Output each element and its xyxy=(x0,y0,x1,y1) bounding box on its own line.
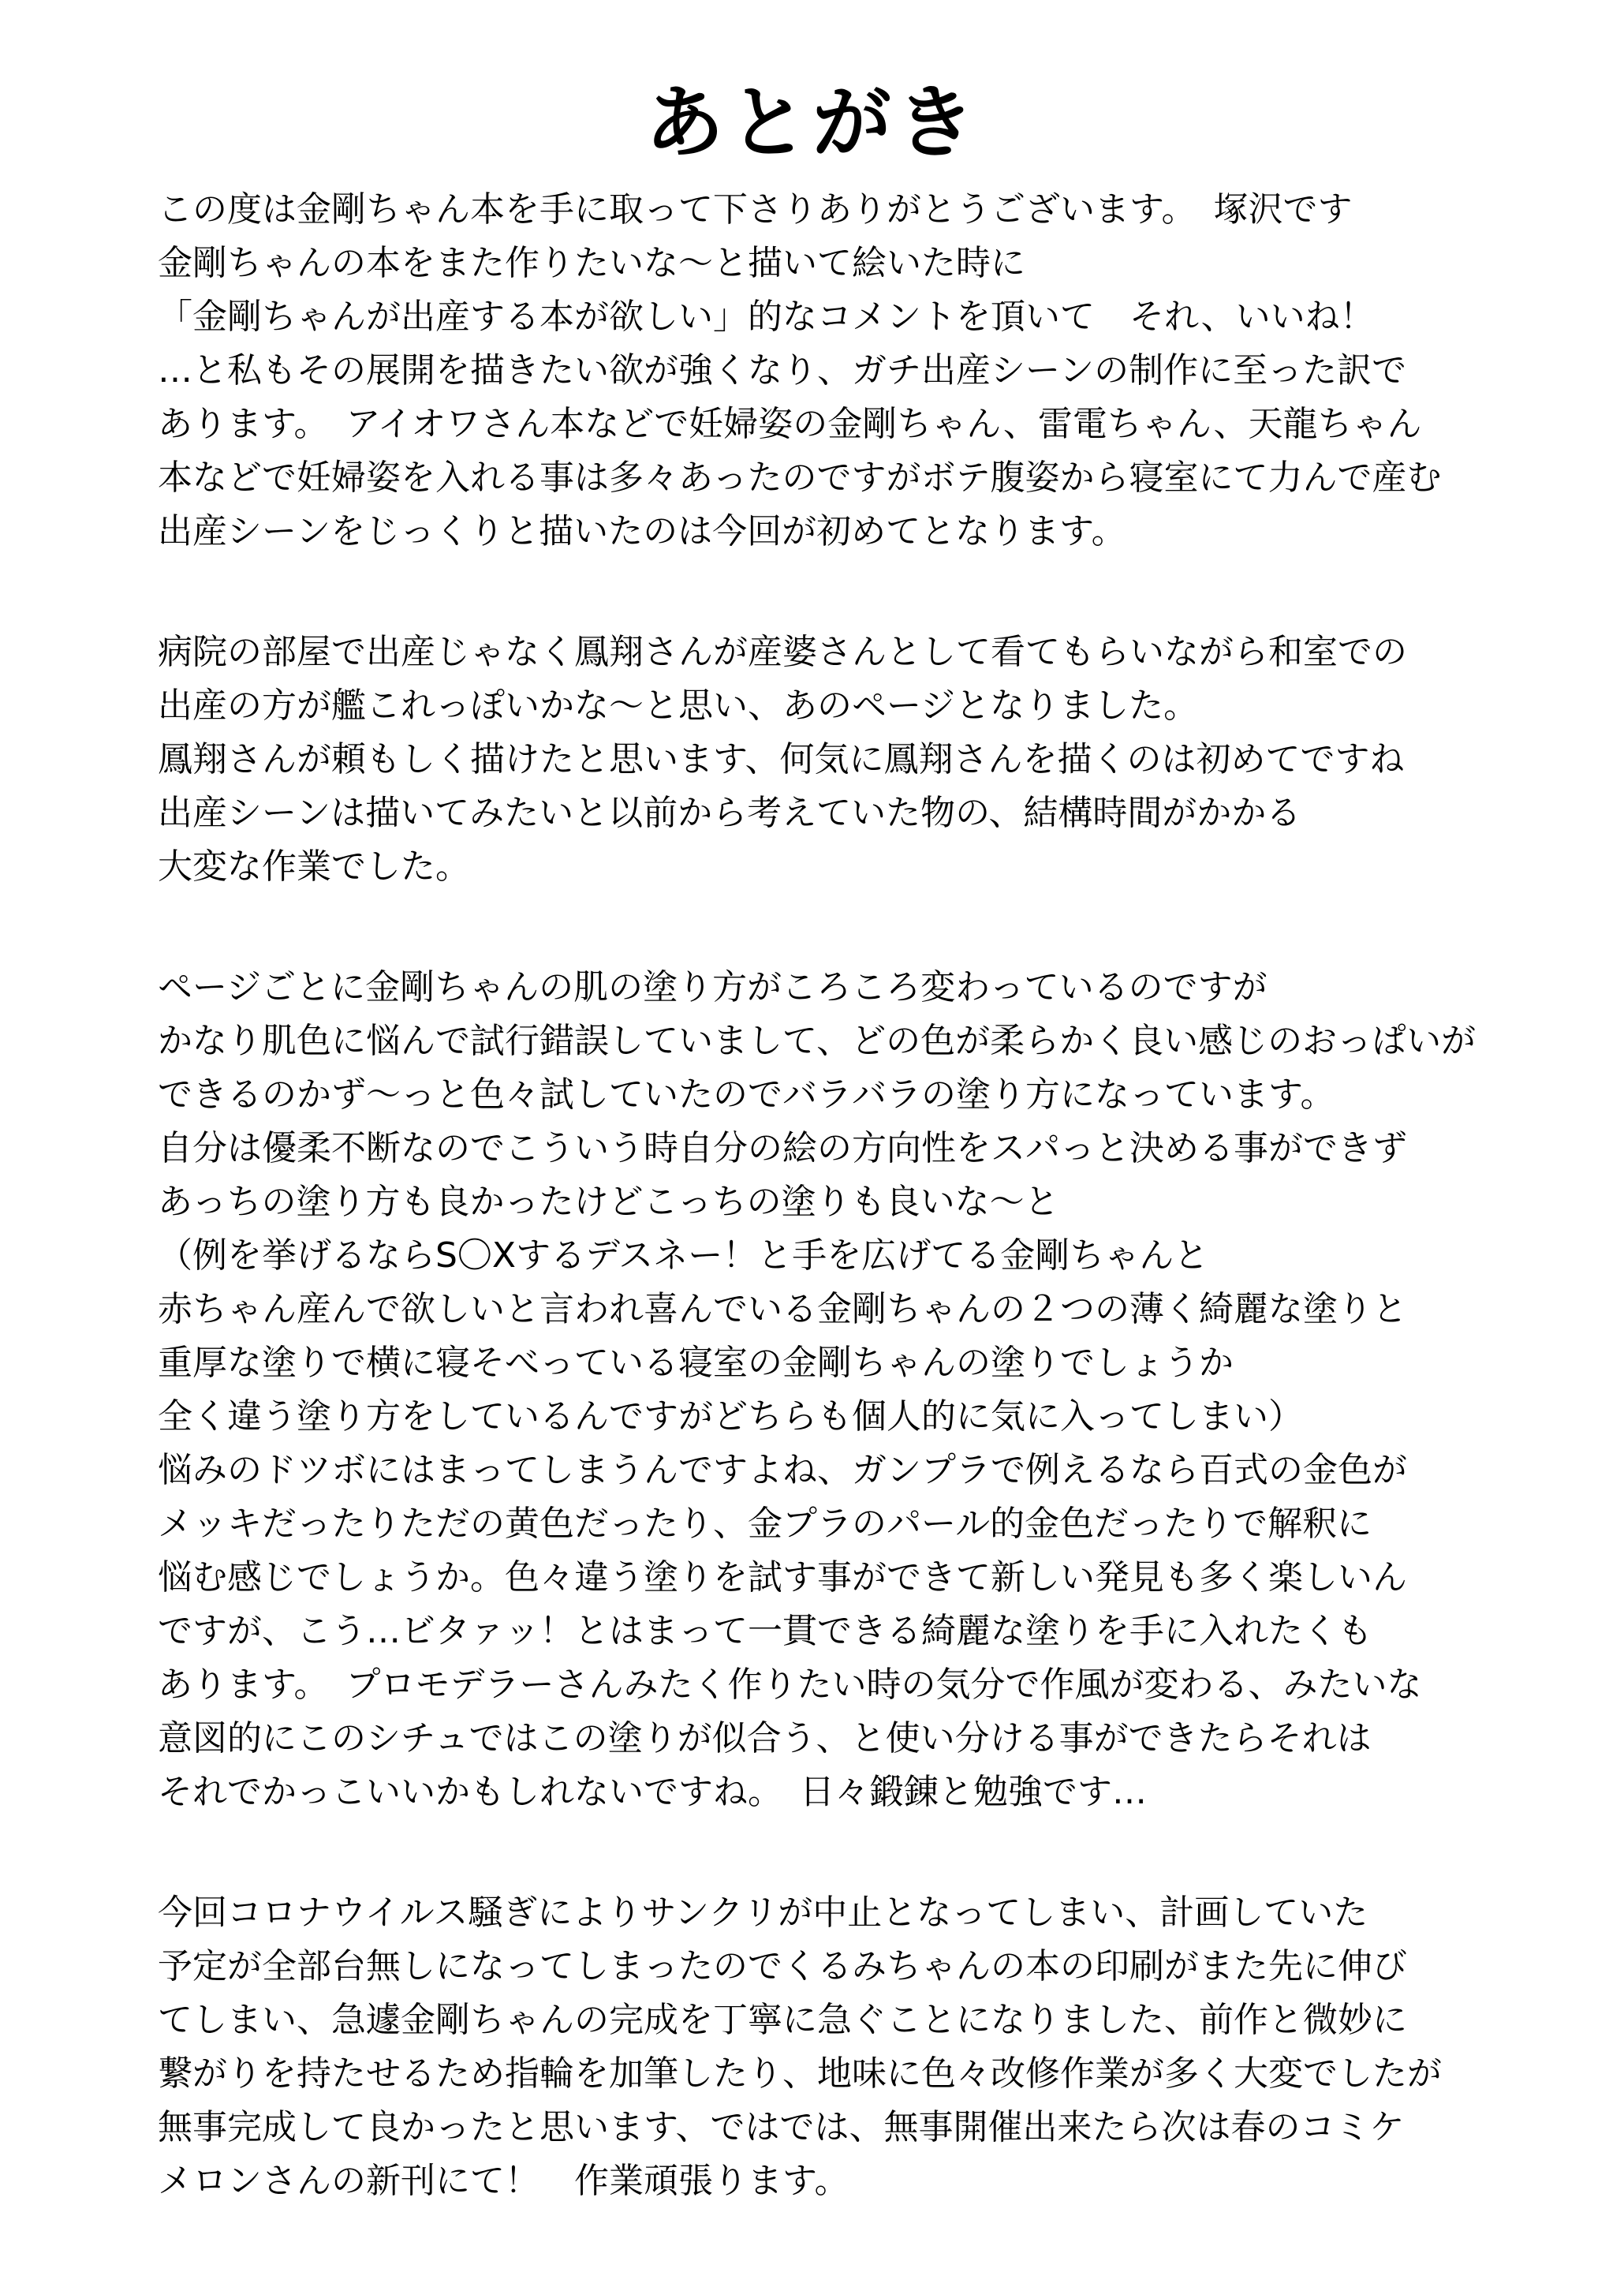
title-box xyxy=(607,39,1017,205)
text-line: この度は金剛ちゃん本を手に取って下さりありがとうございます。 塚沢です xyxy=(158,189,1353,230)
text-line: かなり肌色に悩んで試行錯誤していまして、どの色が柔らかく良い感じのおっぱいが xyxy=(158,1021,1477,1061)
text-line: 今回コロナウイルス騒ぎによりサンクリが中止となってしまい、計画していた xyxy=(158,1893,1368,1933)
afterword-body xyxy=(158,183,1577,2208)
paragraph xyxy=(158,961,1577,1819)
text-line: てしまい、急遽金剛ちゃんの完成を丁寧に急ぐことになりました、前作と微妙に xyxy=(158,2000,1407,2040)
text-line: 無事完成して良かったと思います、ではでは、無事開催出来たら次は春のコミケ xyxy=(158,2107,1405,2147)
text-line: メッキだったりただの黄色だったり、金プラのパール的金色だったりで解釈に xyxy=(158,1504,1372,1544)
text-line: 病院の部屋で出産じゃなく鳳翔さんが産婆さんとして看てもらいながら和室での xyxy=(158,632,1407,672)
text-line: 出産の方が艦これっぽいかな～と思い、あのページとなりました。 xyxy=(158,686,1199,726)
text-line: 予定が全部台無しになってしまったのでくるみちゃんの本の印刷がまた先に伸び xyxy=(158,1946,1407,1986)
paragraph xyxy=(158,626,1577,894)
text-line: 金剛ちゃんの本をまた作りたいな～と描いて絵いた時に xyxy=(158,243,1025,283)
text-line: 出産シーンをじっくりと描いたのは今回が初めてとなります。 xyxy=(158,511,1126,551)
text-line: 大変な作業でした。 xyxy=(158,846,470,887)
text-line: ページごとに金剛ちゃんの肌の塗り方がころころ変わっているのですが xyxy=(158,967,1267,1007)
text-line: できるのかず～っと色々試していたのでバラバラの塗り方になっています。 xyxy=(158,1074,1335,1115)
text-line: 「金剛ちゃんが出産する本が欲しい」的なコメントを頂いて それ、いいね！ xyxy=(158,297,1375,337)
text-line: 鳳翔さんが頼もしく描けたと思います、何気に鳳翔さんを描くのは初めてですね xyxy=(158,739,1405,779)
text-line: 出産シーンは描いてみたいと以前から考えていた物の、結構時間がかかる xyxy=(158,793,1301,833)
text-line: 全く違う塗り方をしているんですがどちらも個人的に気に入ってしまい） xyxy=(158,1396,1303,1437)
page-title: あとがき xyxy=(645,76,980,169)
text-line: あっちの塗り方も良かったけどこっちの塗りも良いな～と xyxy=(158,1182,1059,1222)
text-line: 悩む感じでしょうか。色々違う塗りを試す事ができて新しい発見も多く楽しいん xyxy=(158,1557,1407,1598)
paragraph xyxy=(158,1886,1577,2208)
text-line: ですが、こう…ビタァッ！とはまって一貫できる綺麗な塗りを手に入れたくも xyxy=(158,1611,1372,1651)
text-line: （例を挙げるならS〇Xするデスネー！と手を広げてる金剛ちゃんと xyxy=(158,1235,1209,1276)
text-line: 自分は優柔不断なのでこういう時自分の絵の方向性をスパっと決める事ができず xyxy=(158,1128,1407,1168)
text-line: あります。 プロモデラーさんみたく作りたい時の気分で作風が変わる、みたいな xyxy=(158,1665,1422,1705)
text-line: 意図的にこのシチュではこの塗りが似合う、と使い分ける事ができたらそれは xyxy=(158,1718,1372,1758)
paragraph xyxy=(158,183,1577,559)
text-line: あります。 アイオワさん本などで妊婦姿の金剛ちゃん、雷電ちゃん、天龍ちゃん xyxy=(158,404,1422,444)
text-line: それでかっこいいかもしれないですね。 日々鍛錬と勉強です… xyxy=(158,1772,1147,1812)
text-line: 悩みのドツボにはまってしまうんですよね、ガンプラで例えるなら百式の金色が xyxy=(158,1450,1407,1490)
text-line: メロンさんの新刊にて！ 作業頑張ります。 xyxy=(158,2161,849,2201)
text-line: 赤ちゃん産んで欲しいと言われ喜んでいる金剛ちゃんの２つの薄く綺麗な塗りと xyxy=(158,1289,1407,1329)
text-line: 重厚な塗りで横に寝そべっている寝室の金剛ちゃんの塗りでしょうか xyxy=(158,1343,1234,1383)
text-line: …と私もその展開を描きたい欲が強くなり、ガチ出産シーンの制作に至った訳で xyxy=(158,350,1407,390)
text-line: 繋がりを持たせるため指輪を加筆したり、地味に色々改修作業が多く大変でしたが xyxy=(158,2053,1442,2094)
text-line: 本などで妊婦姿を入れる事は多々あったのですがボテ腹姿から寝室にて力んで産む xyxy=(158,458,1442,498)
